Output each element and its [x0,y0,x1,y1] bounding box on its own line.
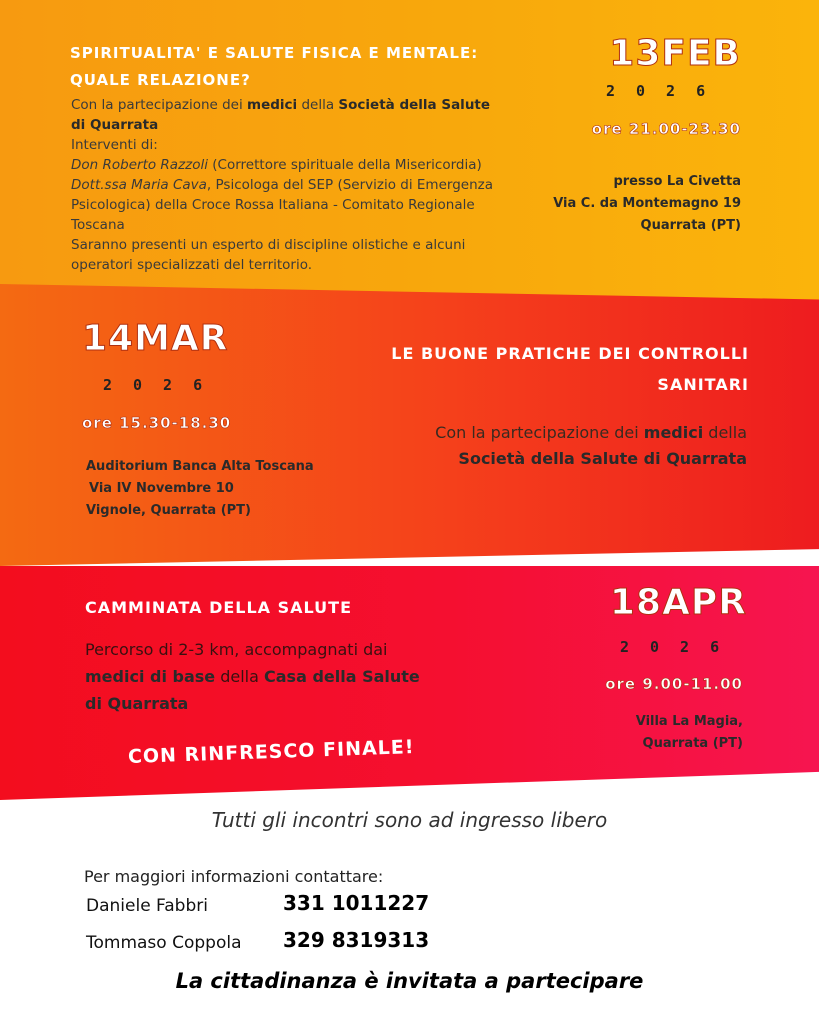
event3-desc-della: della [215,667,265,686]
event2-venue-line1: Auditorium Banca Alta Toscana [86,459,314,474]
event2-year: 2026 [103,376,224,394]
event1-speaker2-role-line2: Psicologica) della Croce Rossa Italiana - Comitato Regionale [71,197,475,213]
event2-desc-della: della [703,423,747,442]
event1-intro-quarrata: di Quarrata [71,117,159,133]
contact1-phone: 331 1011227 [283,891,430,915]
event1-note-line2: operatori specializzati del territorio. [71,257,313,273]
contact1-name: Daniele Fabbri [86,896,208,916]
event3-venue-line1: Villa La Magia, [635,714,743,729]
event1-intro-medici: medici [247,97,298,113]
invitation: La cittadinanza è invitata a partecipare [175,969,644,993]
event3-desc-medici: medici di base [85,667,216,686]
event2-date: 14MAR [82,318,229,359]
event3-banner: CON RINFRESCO FINALE! [127,736,415,768]
event1-date: 13FEB [609,33,741,74]
event1-venue-line3: Quarrata (PT) [640,218,741,233]
event3-date: 18APR [609,582,747,623]
event3-title: CAMMINATA DELLA SALUTE [85,598,352,617]
event1-venue-line2: Via C. da Montemagno 19 [553,196,741,211]
event2-venue-line3: Vignole, Quarrata (PT) [86,503,251,518]
event1-speaker1-role: (Correttore spirituale della Misericordia) [208,157,482,173]
event1-year: 2026 [606,82,727,100]
event1-description [71,95,541,275]
event3-time: ore 9.00-11.00 [605,675,743,693]
event1-speaker2-name: Dott.ssa Maria Cava [71,177,207,193]
event2-venue [86,456,314,522]
event3-description [85,636,420,717]
event3-desc-quarrata: di Quarrata [85,694,189,713]
event1-intro-della: della [297,97,339,113]
event1-speaker2-role-line3: Toscana [71,217,125,233]
event1-speaker2-role-line1: , Psicologa del SEP (Servizio di Emergenza [206,177,493,193]
event1-venue-line1: presso La Civetta [613,174,741,189]
contact2-phone: 329 8319313 [283,928,430,952]
event1-note-line1: Saranno presenti un esperto di discipline olistiche e alcuni [71,237,466,253]
event2-desc-medici: medici [643,423,704,442]
event1-title [70,40,478,94]
event2-desc-text: Con la partecipazione dei [435,423,644,442]
free-entry-note: Tutti gli incontri sono ad ingresso libero [211,808,608,832]
event1-venue [553,171,741,237]
event1-title-line2: QUALE RELAZIONE? [70,71,251,89]
event2-title-line1: LE BUONE PRATICHE DEI CONTROLLI [391,344,749,363]
event2-title-line2: SANITARI [657,375,749,394]
event1-intro-text: Con la partecipazione dei [71,97,248,113]
event1-time: ore 21.00-23.30 [591,120,741,138]
event3-venue [636,711,743,755]
event1-interventi-label: Interventi di: [71,137,158,153]
event3-venue-line2: Quarrata (PT) [642,736,743,751]
event3-year: 2026 [620,638,741,656]
event3-desc-line1: Percorso di 2-3 km, accompagnati dai [85,640,388,659]
event1-speaker1-name: Don Roberto Razzoli [71,157,208,173]
event2-desc-ssq: Società della Salute di Quarrata [458,449,747,468]
event1-title-line1: SPIRITUALITA' E SALUTE FISICA E MENTALE: [70,44,479,62]
event2-description [435,420,747,472]
event2-time: ore 15.30-18.30 [82,414,232,432]
event2-venue-line2: Via IV Novembre 10 [89,481,234,496]
event2-title [391,338,749,400]
contact2-name: Tommaso Coppola [86,933,242,953]
contact-intro: Per maggiori informazioni contattare: [84,867,384,886]
event3-desc-casa: Casa della Salute [264,667,420,686]
event1-intro-ssq: Società della Salute [338,97,491,113]
